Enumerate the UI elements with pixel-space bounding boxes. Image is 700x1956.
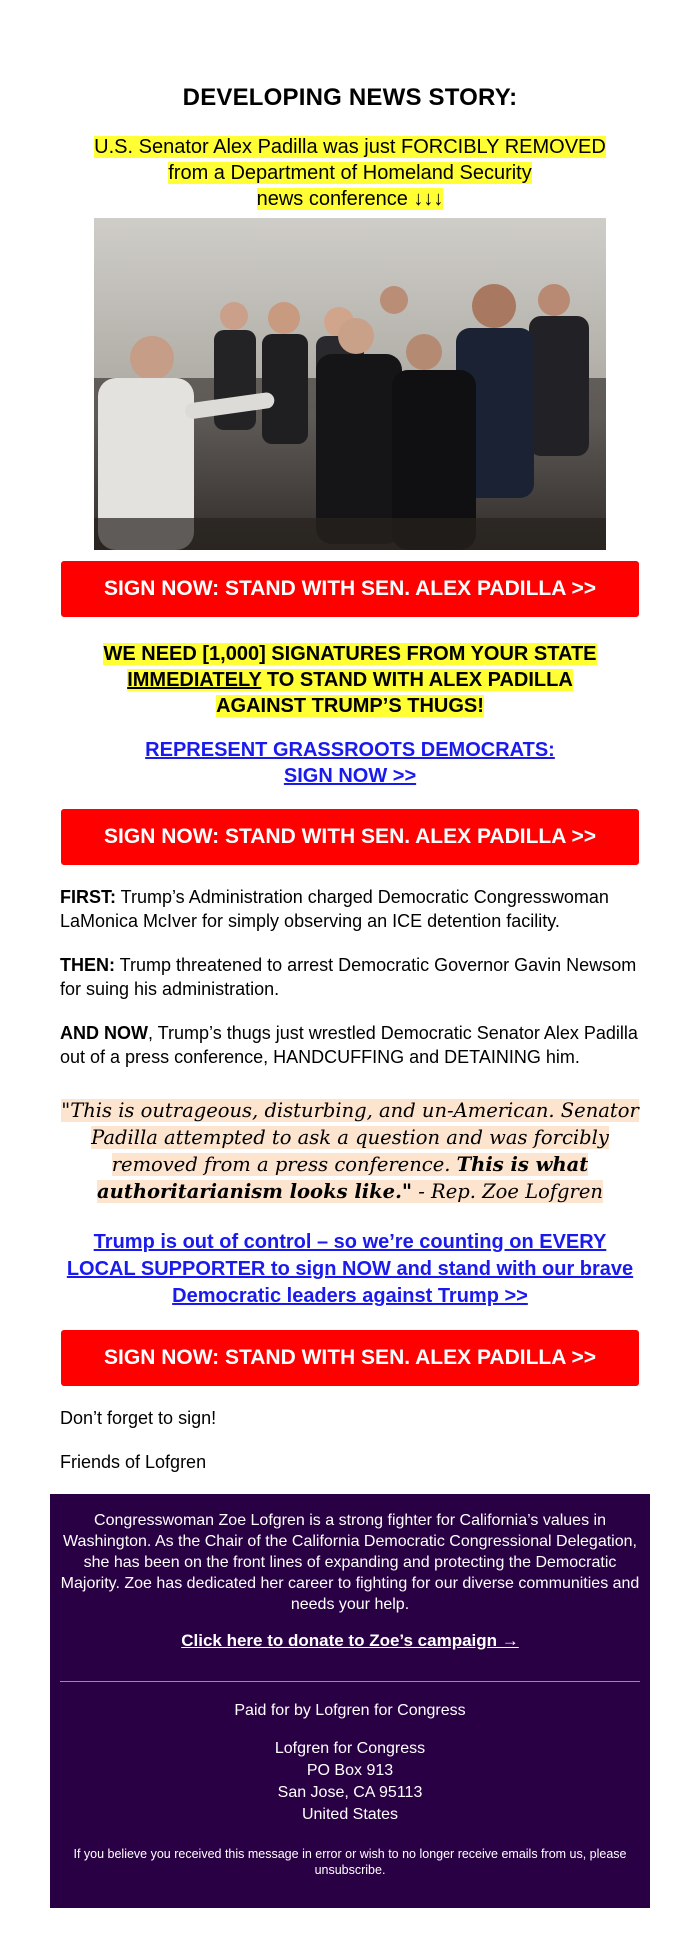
grassroots-line-1: REPRESENT GRASSROOTS DEMOCRATS: [145, 739, 555, 761]
paragraph-first [60, 885, 640, 933]
address-name: Lofgren for Congress [274, 1740, 426, 1757]
then-text: Trump threatened to arrest Democratic Governor Gavin Newsom for suing his administration. [60, 955, 637, 999]
then-label: THEN: [60, 955, 115, 975]
now-text: , Trump’s thugs just wrestled Democratic Senator Alex Padilla out of a press conference, HANDCUFFING and DETAINING him. [60, 1023, 638, 1067]
quote-attribution: - Rep. Zoe Lofgren [412, 1180, 603, 1203]
signatures-callout [60, 641, 640, 719]
donate-link[interactable]: Click here to donate to Zoe’s campaign → [181, 1631, 519, 1650]
subhead-line-2: from a Department of Homeland Security [168, 162, 532, 184]
headline: DEVELOPING NEWS STORY: [182, 84, 518, 111]
subhead-line-3: news conference ↓↓↓ [256, 188, 444, 210]
signature: Friends of Lofgren [60, 1452, 207, 1472]
footer [50, 1494, 650, 1908]
news-photo[interactable] [94, 218, 606, 550]
signatures-line-3: AGAINST TRUMP’S THUGS! [216, 695, 484, 717]
grassroots-sign-link[interactable] [60, 737, 640, 789]
subhead-line-1: U.S. Senator Alex Padilla was just FORCIBLY REMOVED [94, 136, 606, 158]
first-text: Trump’s Administration charged Democratic Congresswoman LaMonica McIver for simply observing an ICE detention facility. [60, 887, 609, 931]
signatures-line-2-rest: TO STAND WITH ALEX PADILLA [261, 669, 573, 691]
now-label: AND NOW [60, 1023, 148, 1043]
grassroots-line-2: SIGN NOW >> [283, 765, 417, 787]
unsubscribe-notice[interactable]: If you believe you received this message in error or wish to no longer receive emails from us, please unsubscribe. [73, 1847, 627, 1877]
address-city: San Jose, CA 95113 [277, 1784, 423, 1801]
paragraph-then [60, 953, 640, 1001]
paragraph-and-now [60, 1021, 640, 1069]
quote-body [61, 1099, 639, 1203]
lofgren-quote [60, 1097, 640, 1205]
footer-bio: Congresswoman Zoe Lofgren is a strong fighter for California’s values in Washington. As the Chair of the California Democratic Congressional Delegation, she has been on the front lines of expanding and protecting the Democratic Majority. Zoe has dedicated her career to fighting for our diverse communities and needs your help. [60, 1512, 640, 1613]
quote-bold: This is what authoritarianism looks like." [97, 1153, 589, 1203]
address-street: PO Box 913 [306, 1762, 394, 1779]
signatures-line-1: WE NEED [1,000] SIGNATURES FROM YOUR STATE [103, 643, 597, 665]
reminder-text: Don’t forget to sign! [60, 1408, 217, 1428]
footer-divider [60, 1681, 640, 1682]
mailing-address [60, 1738, 640, 1826]
out-of-control-link[interactable]: Trump is out of control – so we’re counting on EVERY LOCAL SUPPORTER to sign NOW and stand with our brave Democratic leaders against Trump >> [66, 1231, 634, 1307]
subhead [60, 134, 640, 212]
first-label: FIRST: [60, 887, 116, 907]
sign-now-button-1[interactable]: SIGN NOW: STAND WITH SEN. ALEX PADILLA >> [61, 561, 639, 617]
paid-for-disclaimer: Paid for by Lofgren for Congress [234, 1702, 466, 1719]
sign-now-button-3[interactable]: SIGN NOW: STAND WITH SEN. ALEX PADILLA >> [61, 1330, 639, 1386]
address-country: United States [301, 1806, 399, 1823]
sign-now-button-2[interactable]: SIGN NOW: STAND WITH SEN. ALEX PADILLA >> [61, 809, 639, 865]
immediately-text: IMMEDIATELY [127, 669, 262, 691]
signatures-line-2 [127, 669, 573, 691]
quote-text: "This is outrageous, disturbing, and un-American. Senator Padilla attempted to ask a question and was forcibly removed from a press conference. [61, 1099, 639, 1176]
